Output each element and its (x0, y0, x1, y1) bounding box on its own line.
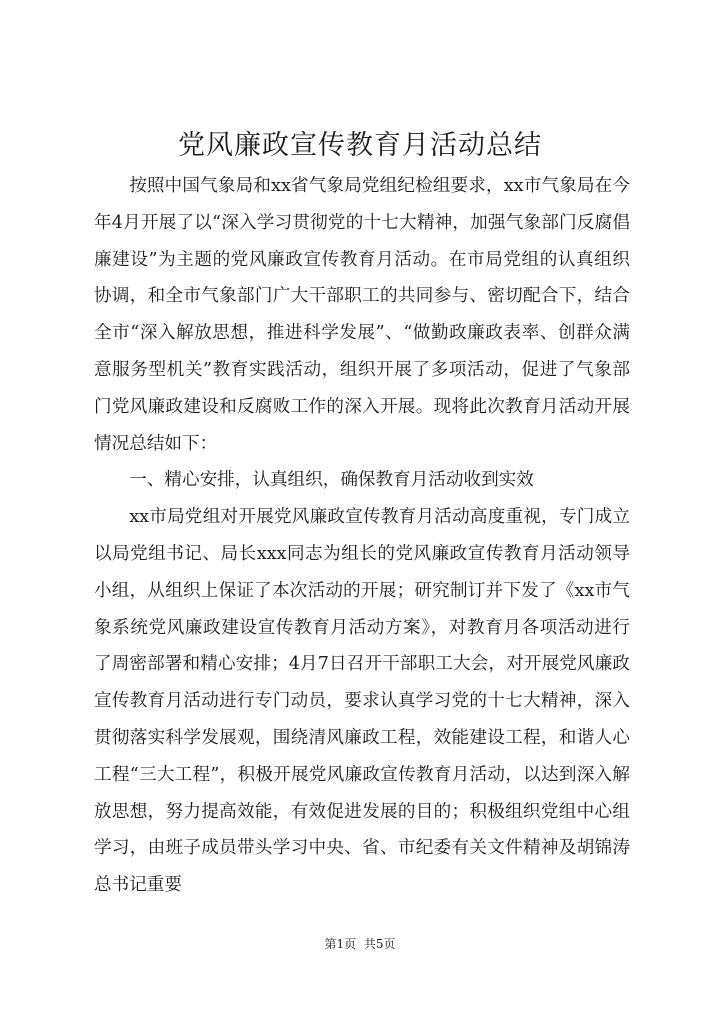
document-title: 党风廉政宣传教育月活动总结 (178, 130, 542, 161)
paragraph-section-1: xx市局党组对开展党风廉政宣传教育月活动高度重视，专门成立以局党组书记、局长xxx同志为组长的党风廉政宣传教育月活动领导小组，从组织上保证了本次活动的开展；研究制订并下发了《xx市气象系统党风廉政建设宣传教育月活动方案》，对教育月各项活动进行了周密部署和精心安排；4月7日召开干部职工大会，对开展党风廉政宣传教育月活动进行专门动员，要求认真学习党的十七大精神，深入贯彻落实科学发展观，围绕清风廉政工程，效能建设工程，和谐人心工程“三大工程”，积极开展党风廉政宣传教育月活动，以达到深入解放思想，努力提高效能，有效促进发展的目的；积极组织党组中心组学习，由班子成员带头学习中央、省、市纪委有关文件精神及胡锦涛总书记重要 (94, 507, 630, 896)
page-number: 第1页 (324, 937, 357, 951)
paragraph-intro: 按照中国气象局和xx省气象局党组纪检组要求，xx市气象局在今年4月开展了以“深入学习贯彻党的十七大精神，加强气象部门反腐倡廉建设”为主题的党风廉政宣传教育月活动。在市局党组的认真组织协调，和全市气象部门广大干部职工的共同参与、密切配合下，结合全市“深入解放思想，推进科学发展”、“做勤政廉政表率、创群众满意服务型机关”教育实践活动，组织开展了多项活动，促进了气象部门党风廉政建设和反腐败工作的深入开展。现将此次教育月活动开展情况总结如下： (94, 176, 630, 454)
page-total: 共5页 (363, 937, 396, 951)
page-footer (0, 936, 720, 952)
document-body (94, 168, 630, 904)
section-heading: 一、精心安排，认真组织，确保教育月活动收到实效 (129, 470, 534, 491)
